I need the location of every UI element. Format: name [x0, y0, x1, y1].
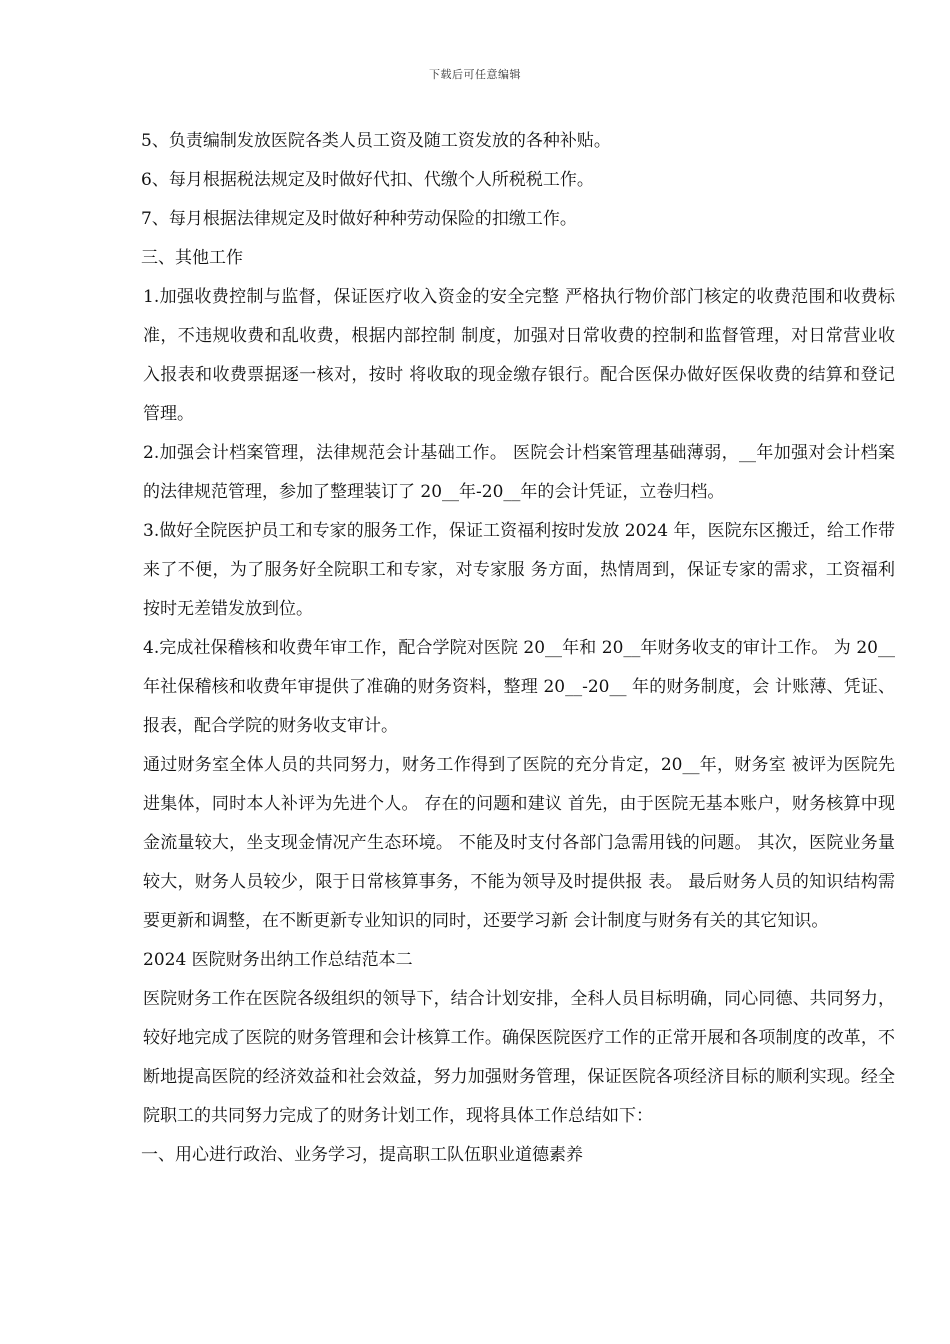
paragraph-staff-service: 3.做好全院医护员工和专家的服务工作，保证工资福利按时发放 2024 年，医院东区搬迁，给工作带来了不便，为了服务好全院职工和专家，对专家服 务方面，热情周到，保证专家的需求，工资福利按时无差错发放到位。	[143, 521, 895, 619]
section-heading-other-work: 三、其他工作	[141, 248, 243, 268]
section-title: 2024 医院财务出纳工作总结范本二	[143, 950, 413, 970]
heading-study: 一、用心进行政治、业务学习，提高职工队伍职业道德素养	[141, 1145, 583, 1165]
page-header: 下载后可任意编辑	[429, 68, 521, 81]
paragraph-fee-control: 1.加强收费控制与监督，保证医疗收入资金的安全完整 严格执行物价部门核定的收费范围和收费标准，不违规收费和乱收费，根据内部控制 制度，加强对日常收费的控制和监督管理，对日常营业收入报表和收费票据逐一核对，按时 将收取的现金缴存银行。配合医保办做好医保收费的结算和登记管理。	[143, 287, 895, 424]
list-item-5: 5、负责编制发放医院各类人员工资及随工资发放的各种补贴。	[141, 131, 611, 151]
paragraph-audit: 4.完成社保稽核和收费年审工作，配合学院对医院 20__年和 20__年财务收支的审计工作。 为 20__ 年社保稽核和收费年审提供了准确的财务资料，整理 20__-20__ 年的财务制度，会 计账薄、凭证、报表，配合学院的财务收支审计。	[143, 638, 895, 736]
list-item-7: 7、每月根据法律规定及时做好种种劳动保险的扣缴工作。	[141, 209, 577, 229]
paragraph-intro: 医院财务工作在医院各级组织的领导下，结合计划安排，全科人员目标明确，同心同德、共同努力，较好地完成了医院的财务管理和会计核算工作。确保医院医疗工作的正常开展和各项制度的改革，不断地提高医院的经济效益和社会效益，努力加强财务管理，保证医院各项经济目标的顺利实现。经全院职工的共同努力完成了的财务计划工作，现将具体工作总结如下：	[143, 989, 895, 1126]
paragraph-achievements-issues: 通过财务室全体人员的共同努力，财务工作得到了医院的充分肯定，20__年，财务室 被评为医院先进集体，同时本人补评为先进个人。 存在的问题和建议 首先，由于医院无基本账户，财务核算中现金流量较大，坐支现金情况产生态环境。 不能及时支付各部门急需用钱的问题。 其次，医院业务量较大，财务人员较少，限于日常核算事务，不能为领导及时提供报 表。 最后财务人员的知识结构需要更新和调整，在不断更新专业知识的同时，还要学习新 会计制度与财务有关的其它知识。	[143, 755, 895, 931]
document-body	[137, 122, 895, 1175]
list-item-6: 6、每月根据税法规定及时做好代扣、代缴个人所税税工作。	[141, 170, 594, 190]
paragraph-archive-management: 2.加强会计档案管理，法律规范会计基础工作。 医院会计档案管理基础薄弱，__年加强对会计档案的法律规范管理，参加了整理装订了 20__年-20__年的会计凭证，立卷归档。	[143, 443, 895, 502]
